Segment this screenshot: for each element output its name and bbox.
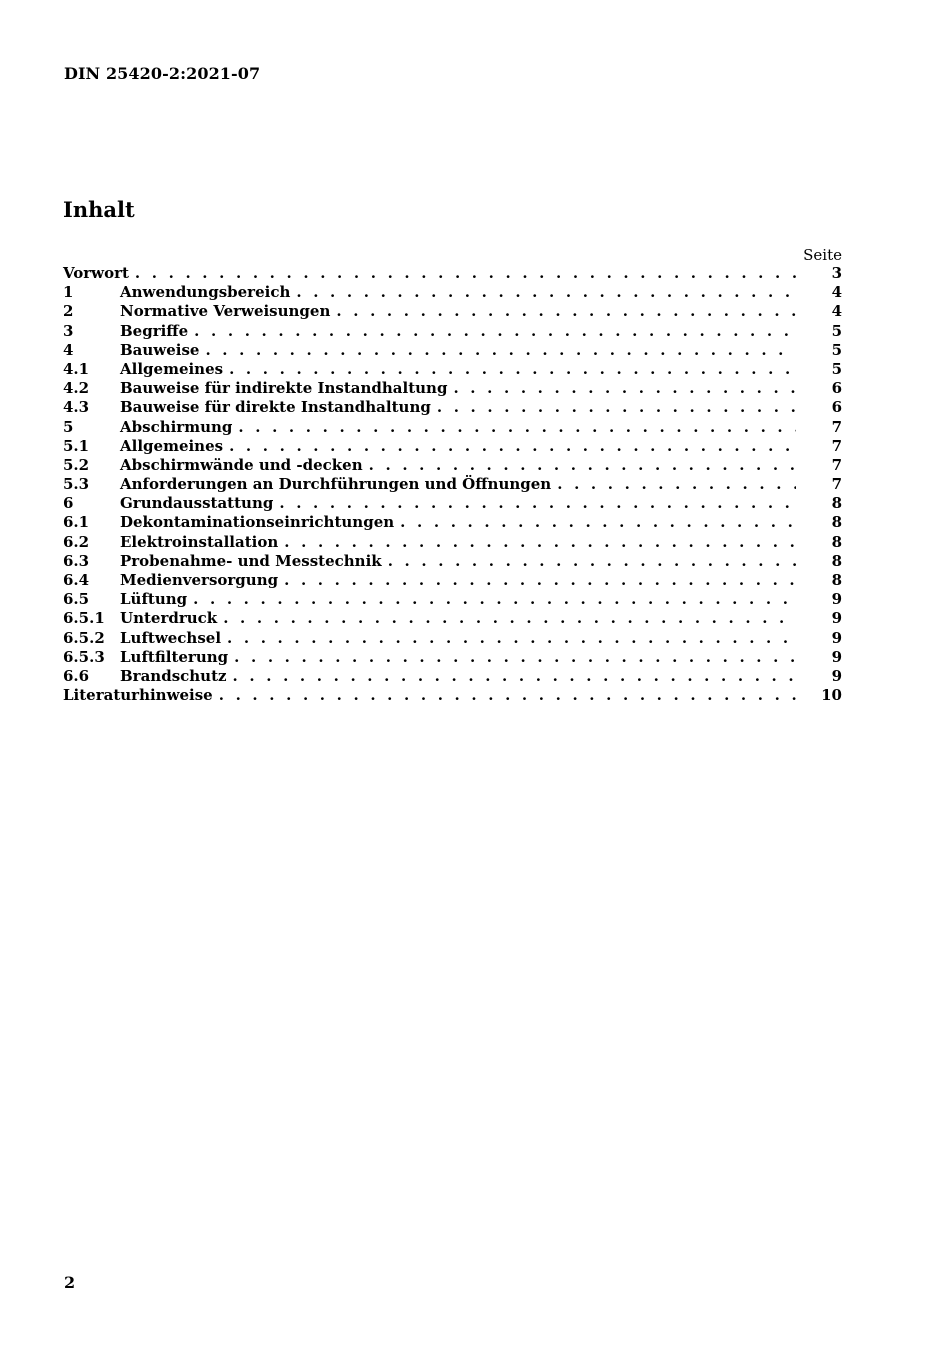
toc-entry-title: Allgemeines xyxy=(120,436,224,455)
toc-entry[interactable] xyxy=(63,609,842,628)
toc-entry-page: 5 xyxy=(831,340,842,359)
toc-entry-title: Bauweise für direkte Instandhaltung xyxy=(120,398,431,417)
document-id: DIN 25420-2:2021-07 xyxy=(64,64,261,83)
toc-entry-page: 7 xyxy=(831,455,842,474)
toc-entry-title: Dekontaminationseinrichtungen xyxy=(120,513,395,532)
toc-entry-number: 6.1 xyxy=(63,513,90,532)
toc-entry-number: 6.4 xyxy=(63,571,90,589)
toc-entry-title: Begriffe xyxy=(120,321,189,340)
toc-entry[interactable] xyxy=(63,398,842,417)
toc-entry-title: Bauweise für indirekte Instandhaltung xyxy=(120,379,448,398)
toc-entry[interactable] xyxy=(63,533,842,552)
toc-entry-page: 5 xyxy=(831,359,842,378)
toc-entry-page: 8 xyxy=(831,513,842,532)
toc-entry[interactable] xyxy=(63,667,842,686)
toc-entry-title: Lüftung xyxy=(120,590,188,609)
toc-dot-leader xyxy=(223,609,796,627)
toc-entry-number: 4 xyxy=(63,340,74,359)
toc-entry-number: 6 xyxy=(63,494,74,513)
toc-entry-number: 5.3 xyxy=(63,475,90,494)
toc-entry[interactable] xyxy=(63,552,842,571)
toc-entry-title: Abschirmwände und -decken xyxy=(120,455,363,474)
toc-entry-number: 6.2 xyxy=(63,532,90,551)
toc-entry-page: 8 xyxy=(831,571,842,589)
toc-dot-leader xyxy=(336,302,796,320)
toc-entry-page: 7 xyxy=(831,417,842,436)
toc-entry-page: 7 xyxy=(831,475,842,494)
toc-dot-leader xyxy=(284,571,796,589)
toc-dot-leader xyxy=(227,629,796,647)
toc-entry-title: Vorwort xyxy=(63,264,129,282)
toc-entry-title: Unterdruck xyxy=(120,609,218,628)
toc-entry[interactable] xyxy=(63,629,842,648)
toc-entry[interactable] xyxy=(63,418,842,437)
toc-entry[interactable] xyxy=(63,264,842,283)
toc-entry[interactable] xyxy=(63,341,842,360)
toc-entry-page: 4 xyxy=(831,302,842,321)
toc-entry-number: 4.2 xyxy=(63,379,90,398)
page-number: 2 xyxy=(64,1273,76,1292)
toc-entry-page: 3 xyxy=(831,264,842,282)
toc-entry-title: Abschirmung xyxy=(120,417,233,436)
toc-entry-page: 4 xyxy=(831,283,842,302)
toc-dot-leader xyxy=(233,667,796,685)
toc-entry-page: 6 xyxy=(831,379,842,398)
toc-dot-leader xyxy=(194,322,796,340)
toc-entry[interactable] xyxy=(63,475,842,494)
toc-title: Inhalt xyxy=(63,197,135,222)
toc-dot-leader xyxy=(284,533,796,551)
toc-entry-page: 9 xyxy=(831,628,842,647)
toc-entry[interactable] xyxy=(63,590,842,609)
toc-entry-page: 9 xyxy=(831,609,842,628)
toc-entry-page: 9 xyxy=(831,666,842,685)
toc-entry[interactable] xyxy=(63,494,842,513)
table-of-contents xyxy=(63,264,842,705)
toc-entry[interactable] xyxy=(63,571,842,590)
toc-entry-title: Luftfilterung xyxy=(120,647,229,666)
toc-entry-title: Normative Verweisungen xyxy=(120,302,331,321)
toc-dot-leader xyxy=(369,456,796,474)
toc-entry[interactable] xyxy=(63,686,842,705)
toc-entry-page: 8 xyxy=(831,551,842,570)
toc-entry-page: 6 xyxy=(831,398,842,417)
toc-dot-leader xyxy=(234,648,796,666)
toc-entry-number: 6.5 xyxy=(63,590,90,609)
toc-entry[interactable] xyxy=(63,322,842,341)
toc-dot-leader xyxy=(238,418,796,436)
toc-dot-leader xyxy=(400,513,796,531)
toc-dot-leader xyxy=(229,437,796,455)
toc-entry-number: 4.1 xyxy=(63,359,90,378)
toc-entry-title: Medienversorgung xyxy=(120,571,279,589)
toc-dot-leader xyxy=(388,552,796,570)
toc-entry[interactable] xyxy=(63,648,842,667)
toc-entry-title: Luftwechsel xyxy=(120,628,222,647)
toc-entry-number: 5 xyxy=(63,417,74,436)
toc-entry[interactable] xyxy=(63,456,842,475)
toc-entry-page: 8 xyxy=(831,532,842,551)
toc-entry-page: 10 xyxy=(821,686,842,705)
toc-dot-leader xyxy=(229,360,796,378)
toc-dot-leader xyxy=(205,341,796,359)
toc-dot-leader xyxy=(219,686,796,704)
toc-entry[interactable] xyxy=(63,283,842,302)
toc-dot-leader xyxy=(453,379,796,397)
toc-entry-page: 8 xyxy=(831,494,842,513)
toc-entry-number: 6.6 xyxy=(63,666,90,685)
toc-entry[interactable] xyxy=(63,437,842,456)
toc-entry[interactable] xyxy=(63,379,842,398)
toc-entry-number: 6.3 xyxy=(63,551,90,570)
toc-entry-title: Grundausstattung xyxy=(120,494,274,513)
toc-entry-number: 2 xyxy=(63,302,74,321)
toc-entry[interactable] xyxy=(63,302,842,321)
toc-entry-title: Literaturhinweise xyxy=(63,686,213,705)
toc-entry-number: 6.5.1 xyxy=(63,609,105,628)
toc-entry-number: 3 xyxy=(63,321,74,340)
toc-entry-page: 5 xyxy=(831,321,842,340)
toc-entry-number: 4.3 xyxy=(63,398,90,417)
toc-entry-number: 6.5.2 xyxy=(63,628,105,647)
toc-entry[interactable] xyxy=(63,360,842,379)
toc-entry-title: Elektroinstallation xyxy=(120,532,279,551)
toc-entry-title: Brandschutz xyxy=(120,666,227,685)
toc-dot-leader xyxy=(135,264,796,282)
toc-entry-title: Probenahme- und Messtechnik xyxy=(120,551,382,570)
toc-entry-number: 5.1 xyxy=(63,436,90,455)
toc-entry[interactable] xyxy=(63,513,842,532)
toc-entry-page: 9 xyxy=(831,647,842,666)
toc-entry-title: Anforderungen an Durchführungen und Öffnungen xyxy=(120,475,552,494)
page-column-label: Seite xyxy=(803,246,842,264)
toc-dot-leader xyxy=(279,494,796,512)
toc-dot-leader xyxy=(193,590,796,608)
toc-dot-leader xyxy=(557,475,796,493)
toc-entry-title: Anwendungsbereich xyxy=(120,283,291,302)
toc-entry-number: 1 xyxy=(63,283,74,302)
toc-dot-leader xyxy=(437,398,796,416)
toc-entry-page: 9 xyxy=(831,590,842,609)
toc-dot-leader xyxy=(296,283,796,301)
toc-entry-number: 5.2 xyxy=(63,455,90,474)
toc-entry-title: Allgemeines xyxy=(120,359,224,378)
toc-entry-page: 7 xyxy=(831,436,842,455)
toc-entry-title: Bauweise xyxy=(120,340,200,359)
toc-entry-number: 6.5.3 xyxy=(63,647,105,666)
